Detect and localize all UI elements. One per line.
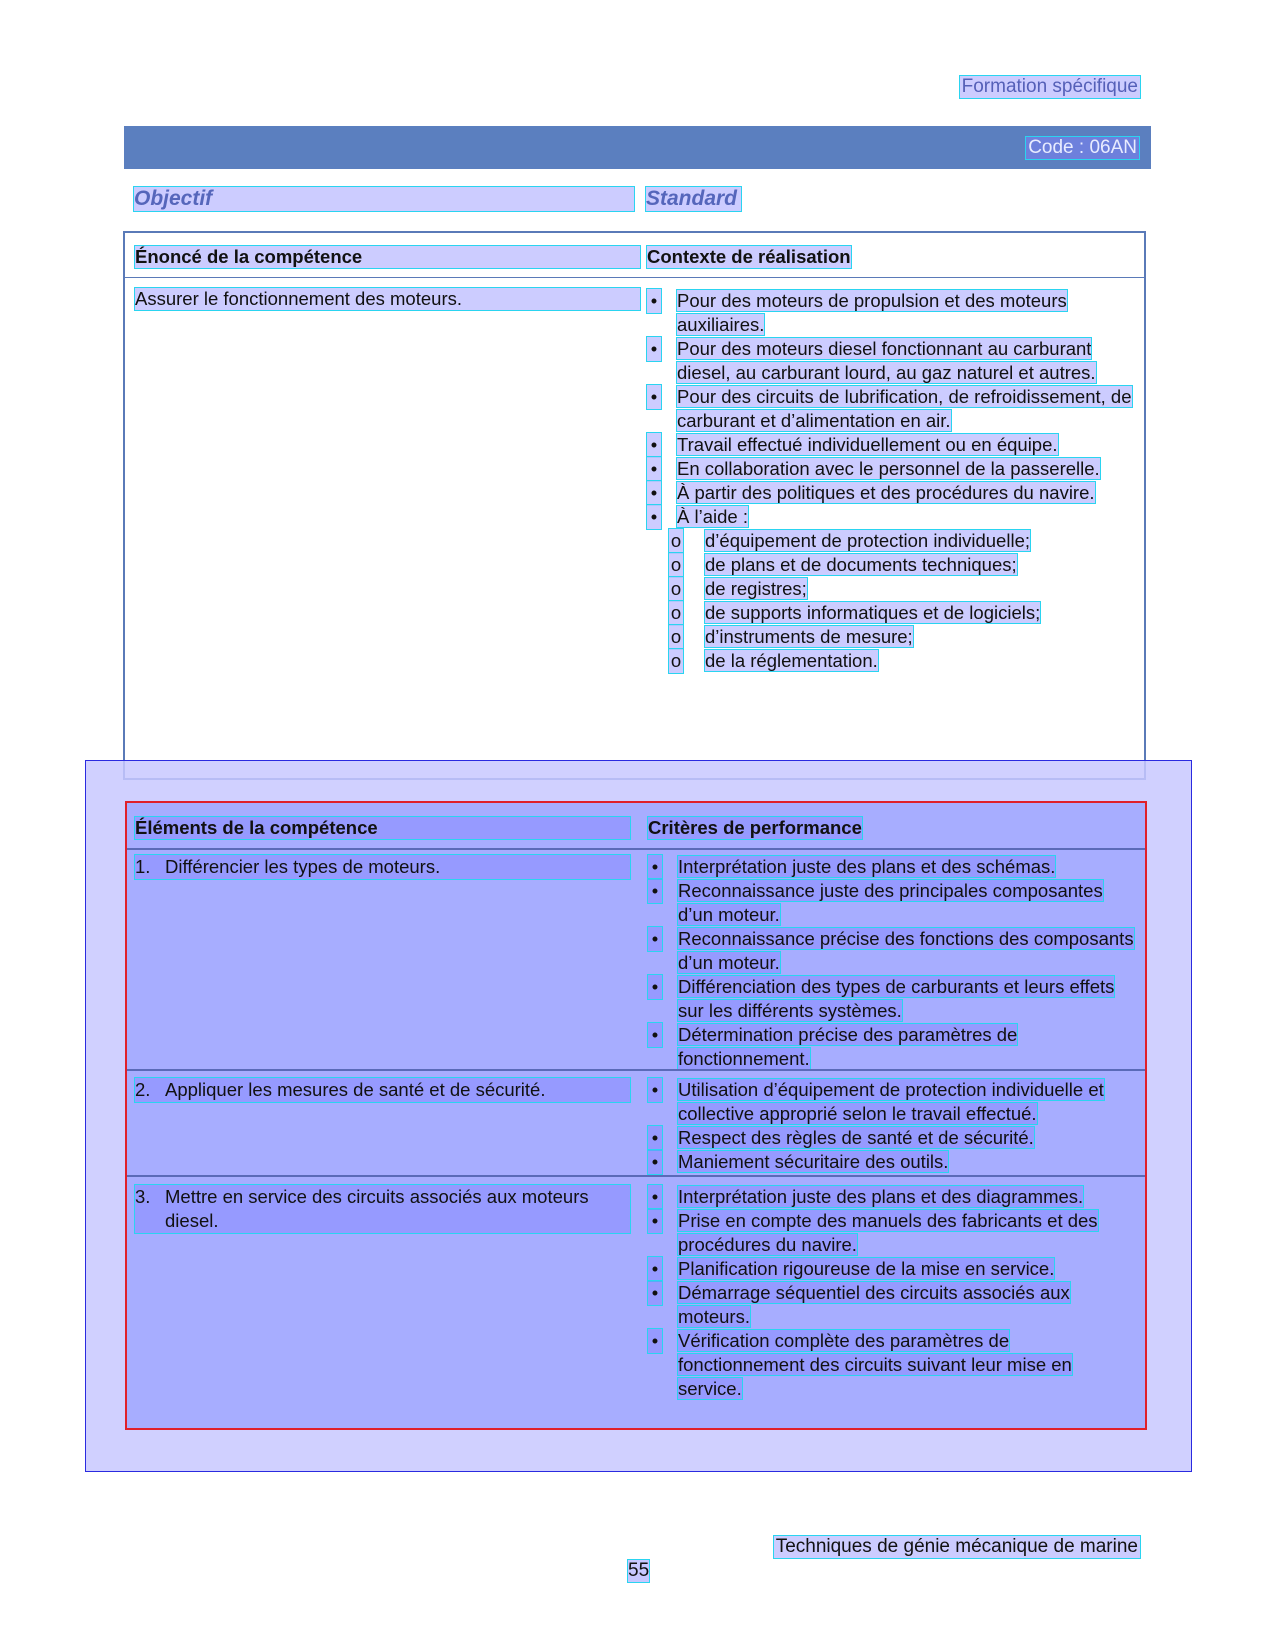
bullet-icon: • [647,289,661,313]
criterion-item [648,1209,1136,1257]
context-item [647,505,1135,529]
criterion-item [648,1023,1136,1071]
aid-item-text: d’instruments de mesure; [705,626,913,647]
sub-bullet-icon: o [670,530,682,551]
criterion-item [648,927,1136,975]
element-number: 1. [135,856,151,877]
context-item-text: Travail effectué individuellement ou en équipe. [677,434,1058,455]
criterion-item-text: Maniement sécuritaire des outils. [678,1151,949,1172]
criteria-list-1 [648,855,1136,1071]
elements-table [125,801,1147,1430]
element-text: Différencier les types de moteurs. [165,856,441,877]
aid-item-text: de registres; [705,578,807,599]
row-divider [127,1175,1145,1177]
element-2 [135,1078,630,1102]
header-divider [125,277,1144,278]
header-divider [127,848,1145,850]
sub-bullet-icon: o [670,578,682,599]
criterion-item-text: Démarrage séquentiel des circuits associés aux moteurs. [678,1282,1070,1327]
context-item-text: Pour des moteurs diesel fonctionnant au carburant diesel, au carburant lourd, au gaz naturel et autres. [677,338,1096,383]
bullet-icon: • [648,855,662,879]
bullet-icon: • [648,927,662,951]
element-number: 3. [135,1186,151,1207]
context-item-text: Pour des circuits de lubrification, de refroidissement, de carburant et d’alimentation en air. [677,386,1132,431]
competency-statement: Assurer le fonctionnement des moteurs. [135,288,640,310]
context-item-text: À l’aide : [677,506,748,527]
objective-heading: Objectif [134,187,634,211]
element-text: Appliquer les mesures de santé et de sécurité. [165,1079,546,1100]
heading-row [134,187,1144,211]
criterion-item-text: Interprétation juste des plans et des diagrammes. [678,1186,1084,1207]
context-item-text: Pour des moteurs de propulsion et des moteurs auxiliaires. [677,290,1067,335]
aid-item-text: de supports informatiques et de logiciels; [705,602,1041,623]
aid-item-text: de la réglementation. [705,650,878,671]
footer-title: Techniques de génie mécanique de marine [775,1536,1138,1557]
criterion-item-text: Interprétation juste des plans et des schémas. [678,856,1056,877]
bullet-icon: • [648,1281,662,1305]
bullet-icon: • [647,337,661,361]
aid-item [647,529,1135,553]
context-item [647,289,1135,337]
context-item-text: En collaboration avec le personnel de la passerelle. [677,458,1100,479]
aid-item [647,577,1135,601]
bullet-icon: • [648,1329,662,1353]
criterion-item [648,1150,1136,1174]
criterion-item [648,1185,1136,1209]
element-1 [135,855,630,879]
criterion-item-text: Utilisation d’équipement de protection individuelle et collective approprié selon le travail effectué. [678,1079,1104,1124]
bullet-icon: • [648,1078,662,1102]
criterion-item-text: Détermination précise des paramètres de fonctionnement. [678,1024,1018,1069]
bullet-icon: • [647,505,661,529]
aid-item-text: d’équipement de protection individuelle; [705,530,1030,551]
bullet-icon: • [648,879,662,903]
criterion-item-text: Reconnaissance juste des principales composantes d’un moteur. [678,880,1103,925]
sub-bullet-icon: o [670,626,682,647]
bullet-icon: • [648,1126,662,1150]
context-item-text: À partir des politiques et des procédures du navire. [677,482,1095,503]
criterion-item [648,1078,1136,1126]
criterion-item [648,1329,1136,1401]
bullet-icon: • [647,433,661,457]
criteria-header: Critères de performance [648,817,862,838]
elements-header: Éléments de la compétence [135,817,630,839]
context-item [647,433,1135,457]
criterion-item-text: Respect des règles de santé et de sécurité. [678,1127,1034,1148]
bullet-icon: • [648,1150,662,1174]
aid-item-text: de plans et de documents techniques; [705,554,1017,575]
element-text: Mettre en service des circuits associés aux moteurs diesel. [165,1186,589,1231]
criterion-item [648,1126,1136,1150]
page-number: 55 [628,1560,650,1581]
criterion-item-text: Reconnaissance précise des fonctions des composants d’un moteur. [678,928,1134,973]
bullet-icon: • [648,1185,662,1209]
criterion-item-text: Vérification complète des paramètres de fonctionnement des circuits suivant leur mise en service. [678,1330,1072,1399]
bullet-icon: • [647,481,661,505]
criterion-item [648,1281,1136,1329]
context-item [647,481,1135,505]
competency-table [123,231,1146,780]
aid-item [647,649,1135,673]
bullet-icon: • [647,385,661,409]
context-item [647,337,1135,385]
row-divider [127,1069,1145,1071]
criterion-item [648,1257,1136,1281]
aid-item [647,553,1135,577]
context-header: Contexte de réalisation [647,246,851,267]
context-item [647,457,1135,481]
sub-bullet-icon: o [670,650,682,671]
bullet-icon: • [648,1209,662,1233]
aid-item [647,625,1135,649]
criterion-item-text: Différenciation des types de carburants et leurs effets sur les différents systèmes. [678,976,1115,1021]
code-band [124,126,1151,169]
element-3 [135,1185,630,1233]
element-number: 2. [135,1079,151,1100]
sub-bullet-icon: o [670,554,682,575]
criterion-item-text: Prise en compte des manuels des fabricants et des procédures du navire. [678,1210,1098,1255]
criteria-list-3 [648,1185,1136,1401]
criterion-item [648,879,1136,927]
aid-item [647,601,1135,625]
code-label: Code : 06AN [1028,137,1137,158]
criterion-item-text: Planification rigoureuse de la mise en service. [678,1258,1055,1279]
criterion-item [648,855,1136,879]
bullet-icon: • [648,1023,662,1047]
statement-header: Énoncé de la compétence [135,246,640,268]
sub-bullet-icon: o [670,602,682,623]
context-list [647,289,1135,673]
bullet-icon: • [648,1257,662,1281]
criterion-item [648,975,1136,1023]
header-formation: Formation spécifique [961,76,1138,97]
standard-heading: Standard [646,187,741,211]
context-item [647,385,1135,433]
bullet-icon: • [647,457,661,481]
criteria-list-2 [648,1078,1136,1174]
bullet-icon: • [648,975,662,999]
